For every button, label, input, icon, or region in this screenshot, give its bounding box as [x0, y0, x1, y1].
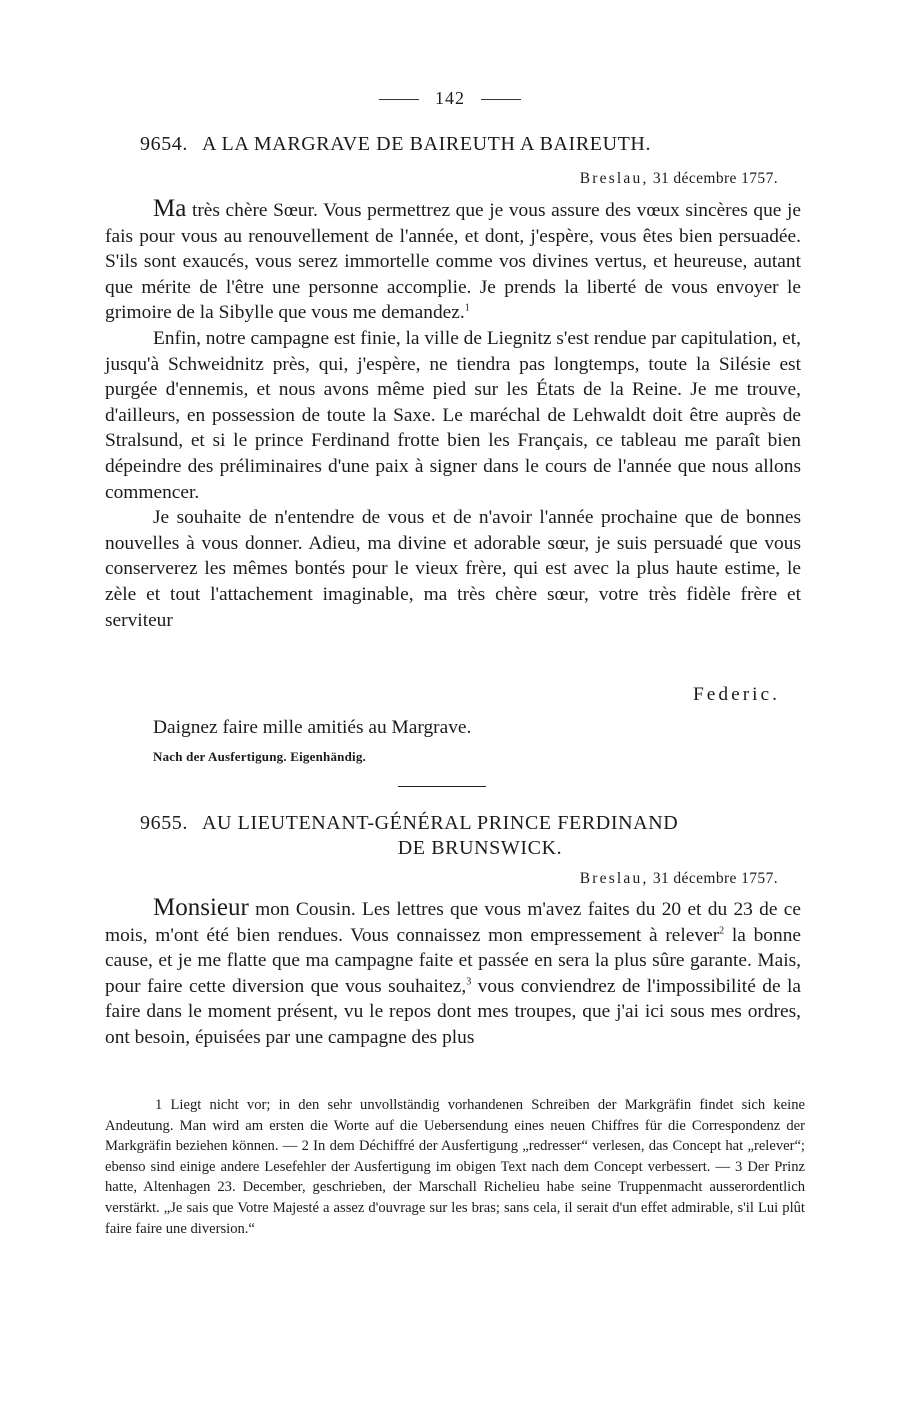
letter-9654-heading [140, 132, 800, 156]
section-divider [398, 786, 486, 787]
letter-9654-paragraph-2: Enfin, notre campagne est finie, la ville de Liegnitz s'est rendue par capitulation, et, jusqu'à Schweidnitz près, qui, j'espère, ne tiendra pas longtemps, toute la Silésie est purgée d'ennemis, et nous avons même pied sur les États de la Reine. Je me trouve, d'ailleurs, en possession de toute la Saxe. Le maréchal de Lehwaldt doit être auprès de Stralsund, et si le prince Ferdinand frotte bien les Français, ce tableau me paraît bien dépeindre des préliminaires d'une paix à signer dans le cours de l'année que nous allons commencer. [105, 327, 801, 503]
footnotes-text: 1 Liegt nicht vor; in den sehr unvollständig vorhandenen Schreiben der Markgräfin findet sich keine Andeutung. Man wird am ersten die Worte auf die Uebersendung eines neuen Chiffres für die Correspondenz der Markgräfin beziehen können. — 2 In dem Déchiffré der Ausfertigung „redresser“ verlesen, das Concept hat „relever“; ebenso sind einige andere Lesefehler der Ausfertigung im obigen Text nach dem Concept verbessert. — 3 Der Prinz hatte, Altenhagen 23. December, geschrieben, der Marschall Richelieu habe seine Truppenmacht ausserordentlich verstärkt. „Je sais que Votre Majesté a assez d'ouvrage sur les bras; sans cela, il serait d'un effet admirable, s'il Lui plût faire faire une diversion.“ [105, 1097, 805, 1237]
letter-9655-heading-line2 [140, 836, 820, 860]
letter-9654-paragraph-1-text: très chère Sœur. Vous permettrez que je vous assure des vœux sincères que je fais pour vous au renouvellement de l'année, et dont, j'espère, vous êtes bien persuadée. S'ils sont exaucés, vous serez immortelle comme vos divines vertus, et heureuse, autant que mérite de l'être une personne accomplie. Je prends la liberté de vous envoyer le grimoire de la Sibylle que vous me demandez. [105, 200, 801, 324]
letter-9654-title: A LA MARGRAVE DE BAIREUTH A BAIREUTH. [202, 133, 652, 155]
letter-9655-body [105, 895, 801, 1051]
letter-9655-heading [140, 811, 800, 835]
footnotes [105, 1095, 805, 1239]
letter-9655-salutation: Monsieur [153, 894, 249, 921]
footnote-ref-2: 2 [719, 925, 725, 937]
page-number-value: 142 [435, 88, 465, 108]
page-number-dash-left [379, 99, 419, 100]
letter-9655-paragraph-1-part-b: la bonne cause, et je me flatte que ma campagne faite et passée en sera la plus sûre garante. Mais, pour faire cette diversion que vous souhaitez, [105, 924, 801, 997]
letter-9654-paragraph-1 [105, 196, 801, 326]
page-number [0, 88, 900, 109]
letter-9654-salutation: Ma [153, 195, 187, 222]
letter-9654-signature: Federic. [693, 684, 780, 705]
letter-9654-date: 31 décembre 1757. [652, 170, 778, 187]
letter-9654-source-note: Nach der Ausfertigung. Eigenhändig. [153, 749, 366, 764]
letter-9655-title-line2: DE BRUNSWICK. [397, 837, 563, 859]
letter-9654-body [105, 196, 801, 633]
letter-9655-date-place: Breslau, [579, 870, 649, 887]
letter-9655-paragraph-1-part-a: mon Cousin. Les lettres que vous m'avez faites du 20 et du 23 de ce mois, m'ont été bien rendues. Vous connaissez mon empressement à relever [105, 899, 801, 946]
letter-9655-title-line1: AU LIEUTENANT-GÉNÉRAL PRINCE FERDINAND [202, 812, 679, 834]
letter-9654-date-place: Breslau, [579, 170, 649, 187]
footnote-ref-1: 1 [464, 302, 470, 314]
page-number-dash-right [481, 99, 521, 100]
letter-9654-paragraph-3: Je souhaite de n'entendre de vous et de n'avoir l'année prochaine que de bonnes nouvelles à vous donner. Adieu, ma divine et adorable sœur, je suis persuadé que vous conserverez les mêmes bontés pour le vieux frère, qui est avec la plus haute estime, le zèle et tout l'attachement imaginable, ma très chère sœur, votre très fidèle frère et serviteur [105, 507, 801, 631]
letter-9655-paragraph-1 [105, 895, 801, 1051]
letter-9655-dateline [580, 870, 778, 888]
letter-9654-dateline [580, 170, 778, 188]
letter-9655-date: 31 décembre 1757. [652, 870, 778, 887]
letter-9654-number: 9654. [140, 133, 188, 155]
letter-9655-number: 9655. [140, 812, 188, 834]
letter-9654-postscript: Daignez faire mille amitiés au Margrave. [153, 717, 472, 738]
footnote-ref-3: 3 [466, 976, 472, 988]
letter-9655-paragraph-1-part-c: vous conviendrez de l'impossibilité de la faire dans le moment présent, vu le repos dont mes troupes, que j'ai ici sous mes ordres, ont besoin, épuisées par une campagne des plus [105, 975, 801, 1048]
